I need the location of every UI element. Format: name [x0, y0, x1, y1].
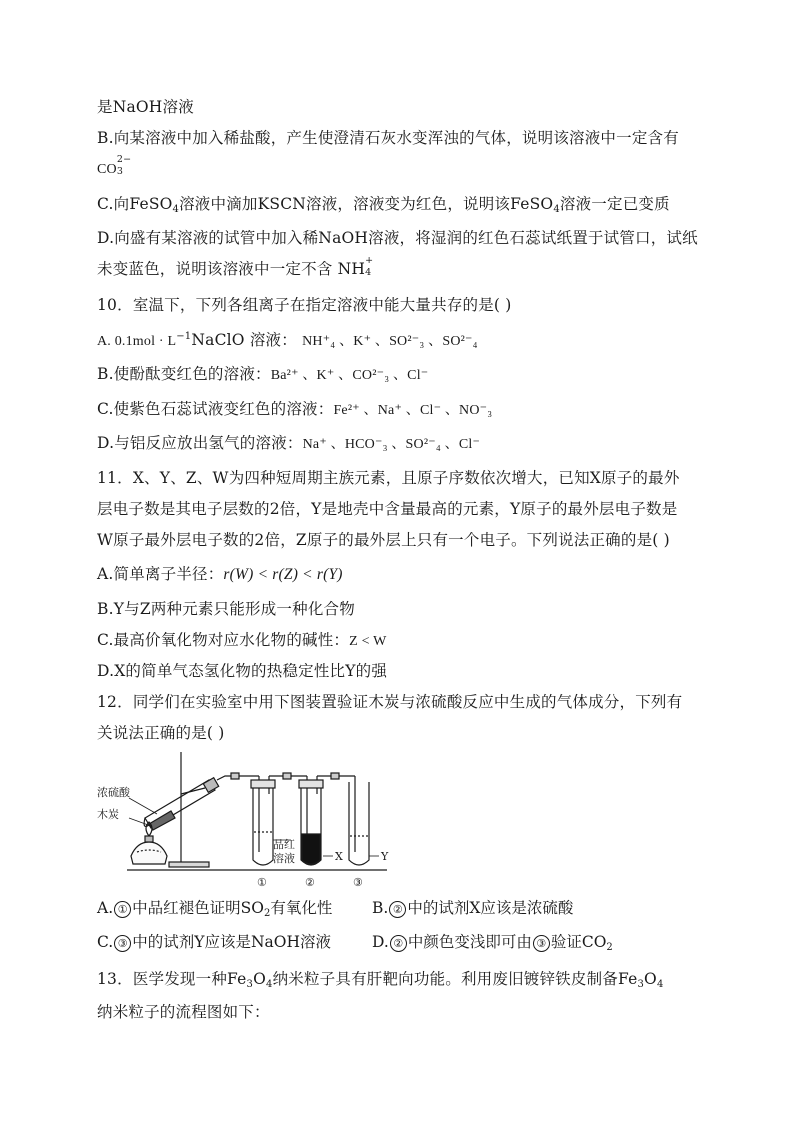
q12-option-a	[97, 898, 332, 924]
test-tube-3	[349, 782, 369, 865]
q13-stem-2	[97, 1002, 270, 1022]
text: 11．X、Y、Z、W为四种短周期主族元素，且原子序数依次增大，已知X原子的最外	[97, 469, 680, 487]
text: A.	[97, 899, 114, 917]
q12-option-b	[372, 898, 573, 918]
joint	[231, 773, 239, 779]
ion-script	[116, 154, 132, 177]
ion-list: Ba²⁺ 、K⁺ 、CO²⁻₃ 、Cl⁻	[270, 368, 429, 383]
circled-number: ③	[114, 935, 131, 952]
q12-option-c	[97, 932, 331, 952]
text: B.向某溶液中加入稀盐酸，产生使澄清石灰水变浑浊的气体，说明该溶液中一定含有	[97, 129, 679, 147]
text: D.与铝反应放出氢气的溶液：	[97, 434, 303, 452]
sub: 4	[172, 204, 180, 215]
text: B.Y与Z两种元素只能形成一种化合物	[97, 600, 355, 618]
text: D.	[372, 933, 389, 951]
sub: 2	[263, 908, 271, 919]
leader-acid	[129, 798, 157, 814]
text: CO	[97, 162, 117, 177]
sub: 4	[266, 979, 273, 990]
stopper-2	[299, 780, 323, 788]
text: C.	[97, 933, 114, 951]
text: 纳米粒子具有肝靶向功能。利用废旧镀锌铁皮制备Fe	[272, 970, 638, 988]
label-y: Y	[381, 850, 389, 863]
q11-stem-2	[97, 499, 677, 519]
sub: 4	[553, 204, 560, 215]
text: 10．室温下，下列各组离子在指定溶液中能大量共存的是( )	[97, 296, 512, 314]
sup: −1	[176, 331, 192, 342]
label-num-3: ③	[353, 876, 363, 889]
text: C.向FeSO	[97, 195, 173, 213]
circled-number: ①	[114, 901, 131, 918]
label-num-2: ②	[305, 876, 315, 889]
math-expr: Z < W	[349, 634, 387, 649]
sup: +	[365, 255, 374, 266]
q11-stem-3	[97, 530, 670, 550]
text: A.简单离子半径：	[97, 565, 224, 583]
text: D.向盛有某溶液的试管中加入稀NaOH溶液，将湿润的红色石蕊试纸置于试管口，试纸	[97, 229, 698, 247]
q9-option-b-ion	[97, 154, 132, 180]
q12-stem-1	[97, 692, 682, 712]
q13-stem-1	[97, 969, 664, 995]
label-pinhong-1: 品红	[273, 838, 295, 851]
text: C.最高价氧化物对应水化物的碱性：	[97, 631, 350, 649]
text: D.X的简单气态氢化物的热稳定性比Y的强	[97, 662, 388, 680]
label-x: X	[335, 850, 343, 863]
test-tube-1	[253, 782, 273, 865]
q10-option-c	[97, 399, 492, 421]
text: O	[644, 970, 657, 988]
q11-option-c	[97, 630, 387, 652]
q9-option-a-tail	[97, 97, 194, 117]
text: 溶液一定已变质	[559, 195, 670, 213]
sub: 3	[246, 979, 254, 990]
text: 未变蓝色，说明该溶液中一定不含 NH	[97, 260, 366, 278]
text: O	[253, 970, 266, 988]
circled-number: ③	[533, 935, 550, 952]
q12-stem-2	[97, 723, 225, 743]
text: B.	[372, 899, 389, 917]
text: 12．同学们在实验室中用下图装置验证木炭与浓硫酸反应中生成的气体成分，下列有	[97, 693, 683, 711]
q11-option-b	[97, 599, 355, 619]
q11-option-a	[97, 564, 343, 585]
alcohol-lamp	[131, 842, 167, 864]
label-pinhong-2: 溶液	[273, 852, 295, 865]
text: 关说法正确的是( )	[97, 724, 225, 742]
stopper-1	[251, 780, 275, 788]
text: 层电子数是其电子层数的2倍，Y是地壳中含量最高的元素，Y原子的最外层电子数是	[97, 500, 678, 518]
text: 13．医学发现一种Fe	[97, 970, 247, 988]
stopper	[203, 778, 218, 793]
q10-option-d	[97, 433, 480, 455]
text: 中的试剂X应该是浓硫酸	[407, 899, 574, 917]
lamp-wick-holder	[145, 836, 153, 842]
sub: 4	[656, 979, 664, 990]
sub: 3	[637, 979, 645, 990]
ion-list: Na⁺ 、HCO⁻₃ 、SO²⁻₄ 、Cl⁻	[302, 437, 481, 452]
sub: 3	[116, 166, 124, 177]
math-expr: r(W) < r(Z) < r(Y)	[223, 566, 343, 583]
stand-base	[169, 862, 209, 867]
q9-option-b	[97, 128, 679, 148]
apparatus-figure	[97, 752, 397, 890]
text: 是NaOH溶液	[97, 98, 194, 116]
ion-script	[365, 255, 375, 278]
circled-number: ②	[389, 901, 406, 918]
q10-option-b	[97, 364, 428, 386]
q9-option-d-line2	[97, 255, 375, 279]
text: 有氧化性	[270, 899, 333, 917]
sup: 2−	[116, 154, 132, 165]
q9-option-c	[97, 194, 670, 220]
text: 纳米粒子的流程图如下：	[97, 1003, 270, 1021]
text: W原子最外层电子数的2倍，Z原子的最外层上只有一个电子。下列说法正确的是( )	[97, 531, 670, 549]
text: 中的试剂Y应该是NaOH溶液	[132, 933, 331, 951]
text: 验证CO	[550, 933, 607, 951]
joint	[283, 773, 291, 779]
q10-stem	[97, 295, 512, 315]
text: NaClO 溶液：	[191, 331, 297, 349]
ion-list: Fe²⁺ 、Na⁺ 、Cl⁻ 、NO⁻₃	[333, 403, 493, 418]
ion-list: NH⁺₄ 、K⁺ 、SO²⁻₃ 、SO²⁻₄	[302, 334, 478, 349]
label-num-1: ①	[257, 876, 267, 889]
q10-option-a	[97, 327, 478, 352]
label-carbon: 木炭	[97, 808, 119, 821]
q11-option-d	[97, 661, 387, 681]
text: 中颜色变浅即可由	[407, 933, 532, 951]
joint	[331, 773, 339, 779]
q11-stem-1	[97, 468, 680, 488]
reagent-x	[302, 834, 320, 864]
text: B.使酚酞变红色的溶液：	[97, 365, 271, 383]
circled-number: ②	[390, 935, 407, 952]
sub: 4	[365, 267, 372, 278]
q12-option-d	[372, 932, 613, 958]
text: 溶液中滴加KSCN溶液，溶液变为红色，说明该FeSO	[179, 195, 554, 213]
text: A. 0.1mol · L	[97, 334, 177, 349]
text: C.使紫色石蕊试液变红色的溶液：	[97, 400, 334, 418]
label-acid: 浓硫酸	[97, 786, 130, 799]
sub: 2	[606, 942, 613, 953]
q9-option-d-line1	[97, 228, 698, 248]
text: 中品红褪色证明SO	[132, 899, 264, 917]
